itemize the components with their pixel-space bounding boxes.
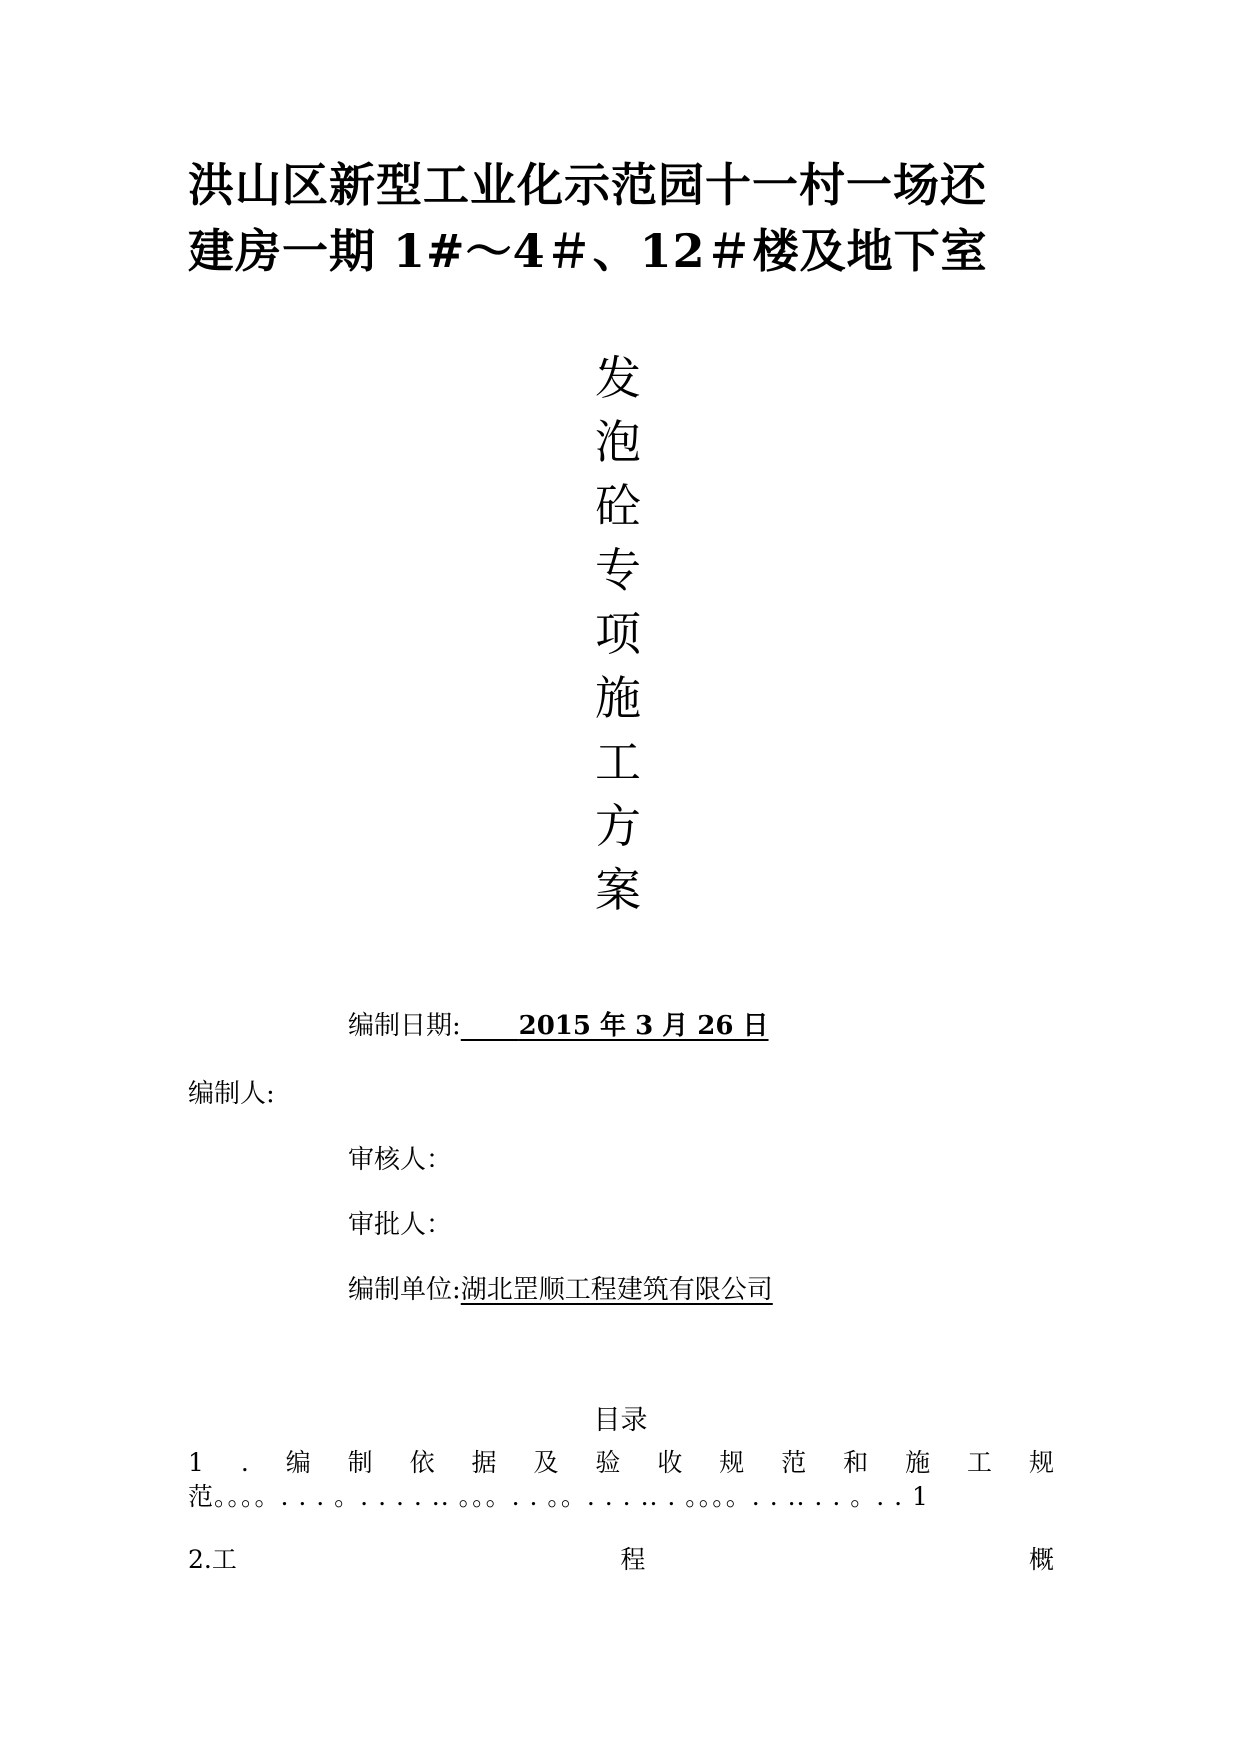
preparer-field: 编制人: bbox=[188, 1079, 275, 1109]
plan-title-char: 项 bbox=[595, 607, 641, 661]
toc-word: 施 bbox=[905, 1448, 931, 1477]
date-label: 编制日期: bbox=[348, 1011, 461, 1041]
plan-title-char: 施 bbox=[595, 671, 641, 725]
date-field bbox=[348, 1006, 769, 1046]
plan-title-char: 砼 bbox=[595, 479, 641, 533]
toc-word: 概 bbox=[1028, 1545, 1054, 1574]
toc-word: 规 bbox=[1028, 1448, 1054, 1477]
toc-item-1-line-2: 范。。。。. . . 。. . . . .. 。。。. . 。。. . . .. . 。。。。. . .. . . 。. . 1 bbox=[188, 1482, 929, 1511]
toc-item-2-line-1 bbox=[188, 1543, 1054, 1577]
date-value: 2015 年 3 月 26 日 bbox=[518, 1011, 769, 1041]
toc-word: 制 bbox=[347, 1448, 373, 1477]
plan-title-char: 专 bbox=[595, 543, 641, 597]
toc-word: 和 bbox=[843, 1448, 869, 1477]
toc-word: 依 bbox=[409, 1448, 435, 1477]
toc-word: 程 bbox=[620, 1545, 646, 1574]
toc-word: . bbox=[240, 1448, 249, 1477]
plan-title-char: 案 bbox=[595, 863, 641, 917]
toc-word: 工 bbox=[967, 1448, 993, 1477]
reviewer-field: 审核人： bbox=[348, 1145, 453, 1175]
plan-title-char: 方 bbox=[595, 799, 641, 853]
toc-title: 目录 bbox=[593, 1405, 648, 1436]
plan-title-char: 工 bbox=[595, 735, 641, 789]
approver-field: 审批人： bbox=[348, 1210, 453, 1240]
toc-word: 据 bbox=[471, 1448, 497, 1477]
document-title-line-1: 洪山区新型工业化示范园十一村一场还 bbox=[188, 158, 987, 212]
toc-word: 收 bbox=[657, 1448, 683, 1477]
toc-word: 1 bbox=[188, 1448, 204, 1477]
unit-field bbox=[348, 1270, 773, 1310]
unit-value: 湖北罡顺工程建筑有限公司 bbox=[460, 1275, 773, 1305]
toc-word: 及 bbox=[533, 1448, 559, 1477]
toc-word: 编 bbox=[285, 1448, 311, 1477]
toc-word: 2.工 bbox=[188, 1545, 237, 1574]
toc-word: 范 bbox=[781, 1448, 807, 1477]
toc-word: 规 bbox=[719, 1448, 745, 1477]
toc-word: 验 bbox=[595, 1448, 621, 1477]
plan-title-char: 泡 bbox=[595, 415, 641, 469]
plan-title-char: 发 bbox=[595, 351, 641, 405]
document-title-line-2: 建房一期 1#～4＃、12＃楼及地下室 bbox=[188, 224, 988, 278]
toc-item-1-line-1 bbox=[188, 1446, 1054, 1480]
unit-label: 编制单位: bbox=[348, 1275, 461, 1305]
